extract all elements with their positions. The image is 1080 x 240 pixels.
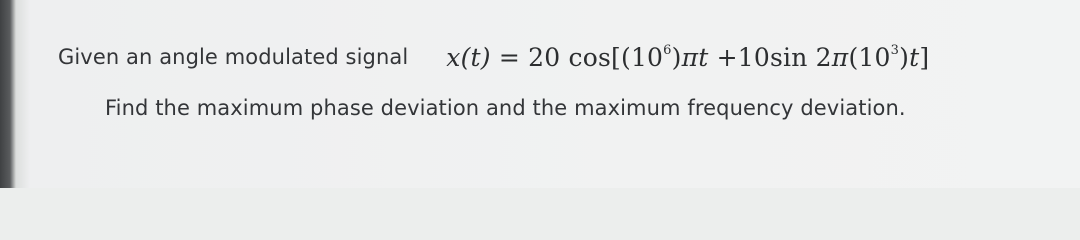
formula-equals: = bbox=[490, 42, 529, 72]
formula-pi: π bbox=[681, 42, 699, 72]
formula-amplitude: 20 bbox=[528, 42, 561, 72]
signal-formula bbox=[446, 43, 929, 72]
formula-t-2: t bbox=[909, 42, 920, 72]
formula-function: cos bbox=[568, 42, 612, 72]
formula-close: ] bbox=[919, 42, 930, 72]
formula-lhs: x(t) bbox=[446, 42, 491, 72]
formula-plus: +10sin 2 bbox=[708, 42, 832, 72]
formula-pi-2: π bbox=[831, 42, 849, 72]
formula-open: [(10 bbox=[611, 42, 664, 72]
formula-open-2: (10 bbox=[848, 42, 891, 72]
question-line bbox=[105, 88, 906, 128]
formula-mid: ) bbox=[671, 42, 682, 72]
problem-statement-line bbox=[58, 34, 929, 80]
formula-t: t bbox=[698, 42, 709, 72]
formula-exponent-1: 6 bbox=[663, 42, 672, 58]
question-text: Find the maximum phase deviation and the maximum frequency deviation. bbox=[105, 96, 906, 120]
formula-close-2: ) bbox=[899, 42, 910, 72]
intro-text: Given an angle modulated signal bbox=[58, 45, 409, 69]
formula-exponent-2: 3 bbox=[890, 42, 900, 58]
